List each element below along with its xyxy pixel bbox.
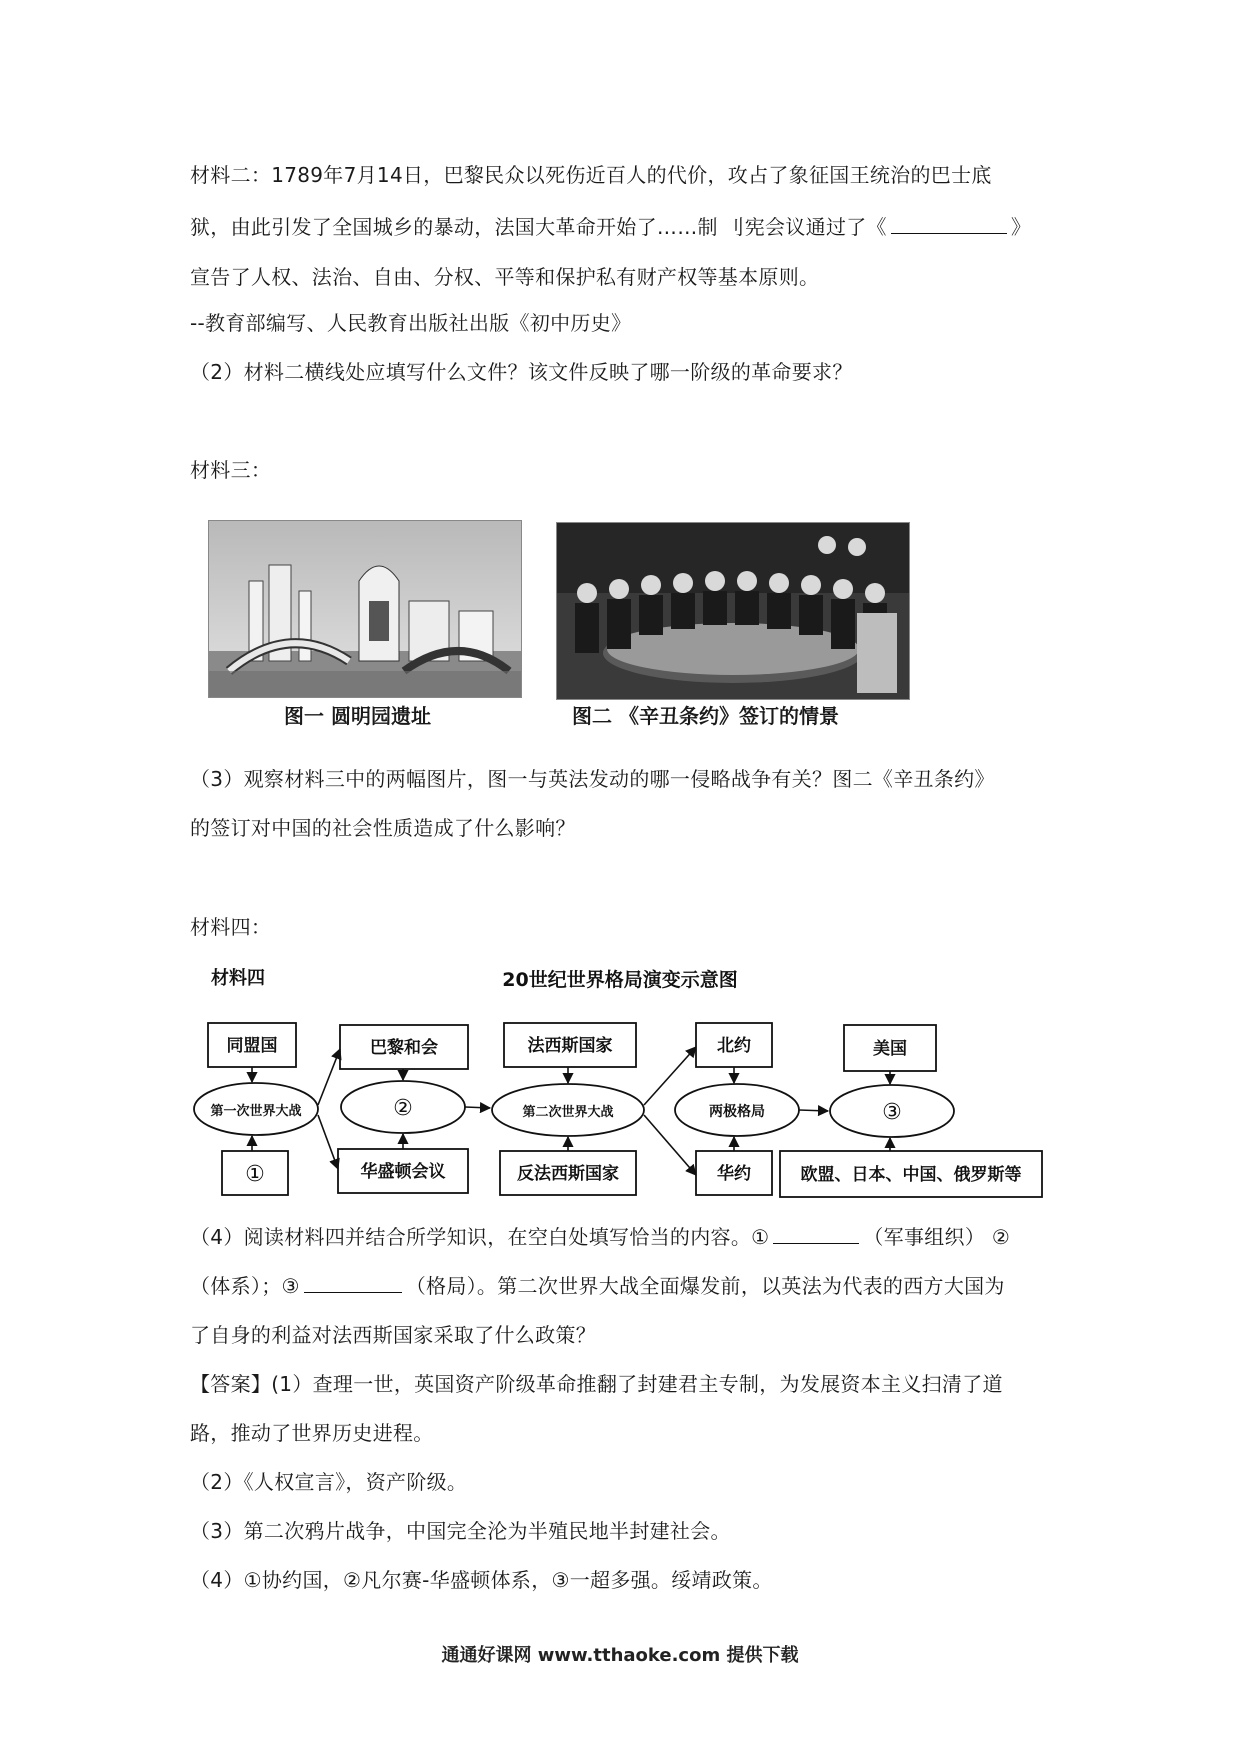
node-nato: 北约	[717, 1036, 751, 1056]
material3-heading: 材料三：	[190, 458, 272, 482]
question-3-line2: 的签订对中国的社会性质造成了什么影响？	[190, 816, 576, 840]
answer-line5: （4）①协约国，②凡尔赛-华盛顿体系，③一超多强。绥靖政策。	[190, 1568, 773, 1592]
diagram-label: 材料四	[211, 968, 265, 989]
node-ww2: 第二次世界大战	[522, 1105, 614, 1120]
material2-line2	[190, 212, 1031, 242]
node-usa: 美国	[873, 1039, 907, 1059]
node-blank3: ③	[882, 1100, 902, 1125]
node-washington: 华盛顿会议	[360, 1162, 446, 1182]
node-paris: 巴黎和会	[370, 1038, 438, 1058]
material2-answer-blank	[891, 213, 1007, 234]
material4-heading: 材料四：	[190, 915, 272, 939]
material2-source: --教育部编写、人民教育出版社出版《初中历史》	[190, 311, 632, 335]
question-4-text-c: （体系）；③	[190, 1274, 300, 1298]
diagram-title: 20世纪世界格局演变示意图	[502, 969, 738, 991]
answer-line1: 【答案】(1）查理一世，英国资产阶级革命推翻了封建君主专制，为发展资本主义扫清了道	[190, 1372, 1003, 1396]
material2-line1: 材料二：1789年7月14日，巴黎民众以死伤近百人的代价，攻占了象征国王统治的巴士底	[190, 163, 992, 187]
material2-line2-end: 》	[1010, 215, 1032, 239]
node-ww1: 第一次世界大战	[210, 1104, 302, 1119]
figure1-photo	[208, 520, 522, 698]
material2-line3: 宣告了人权、法治、自由、分权、平等和保护私有财产权等基本原则。	[190, 265, 820, 289]
node-others: 欧盟、日本、中国、俄罗斯等	[800, 1165, 1022, 1185]
node-blank1: ①	[245, 1162, 265, 1187]
figure1-caption: 图一 圆明园遗址	[284, 704, 431, 728]
world-pattern-diagram	[190, 955, 1060, 1205]
page-footer: 通通好课网 www.tthaoke.com 提供下载	[441, 1645, 799, 1666]
answer-line2: 路，推动了世界历史进程。	[190, 1421, 434, 1445]
node-tongmeng: 同盟国	[226, 1036, 278, 1056]
answer-line4: （3）第二次鸦片战争，中国完全沦为半殖民地半封建社会。	[190, 1519, 731, 1543]
question-4-line1	[190, 1222, 1010, 1252]
figure2-photo	[556, 522, 910, 700]
question-4-text-b: （军事组织） ②	[863, 1225, 1011, 1249]
answer-blank-1	[773, 1223, 859, 1244]
node-blank2: ②	[393, 1096, 413, 1121]
question-4-text-a: （4）阅读材料四并结合所学知识，在空白处填写恰当的内容。①	[190, 1225, 770, 1249]
question-3-line1: （3）观察材料三中的两幅图片，图一与英法发动的哪一侵略战争有关？图二《辛丑条约》	[190, 767, 995, 791]
node-antifascist: 反法西斯国家	[517, 1164, 619, 1184]
question-4-line2	[190, 1271, 1005, 1301]
node-fascist: 法西斯国家	[527, 1036, 613, 1056]
answer-line3: （2）《人权宣言》，资产阶级。	[190, 1470, 468, 1494]
question-2: （2）材料二横线处应填写什么文件？该文件反映了哪一阶级的革命要求？	[190, 360, 853, 384]
answer-blank-3	[304, 1272, 402, 1293]
node-bipolar: 两极格局	[709, 1104, 765, 1120]
question-4-text-d: （格局）。第二次世界大战全面爆发前，以英法为代表的西方大国为	[405, 1274, 1005, 1298]
material2-line2-text: 狱，由此引发了全国城乡的暴动，法国大革命开始了……制 刂宪会议通过了《	[190, 215, 887, 239]
question-4-line3: 了自身的利益对法西斯国家采取了什么政策？	[190, 1323, 596, 1347]
figure2-caption: 图二 《辛丑条约》签订的情景	[572, 704, 839, 728]
node-warsaw: 华约	[717, 1164, 751, 1184]
